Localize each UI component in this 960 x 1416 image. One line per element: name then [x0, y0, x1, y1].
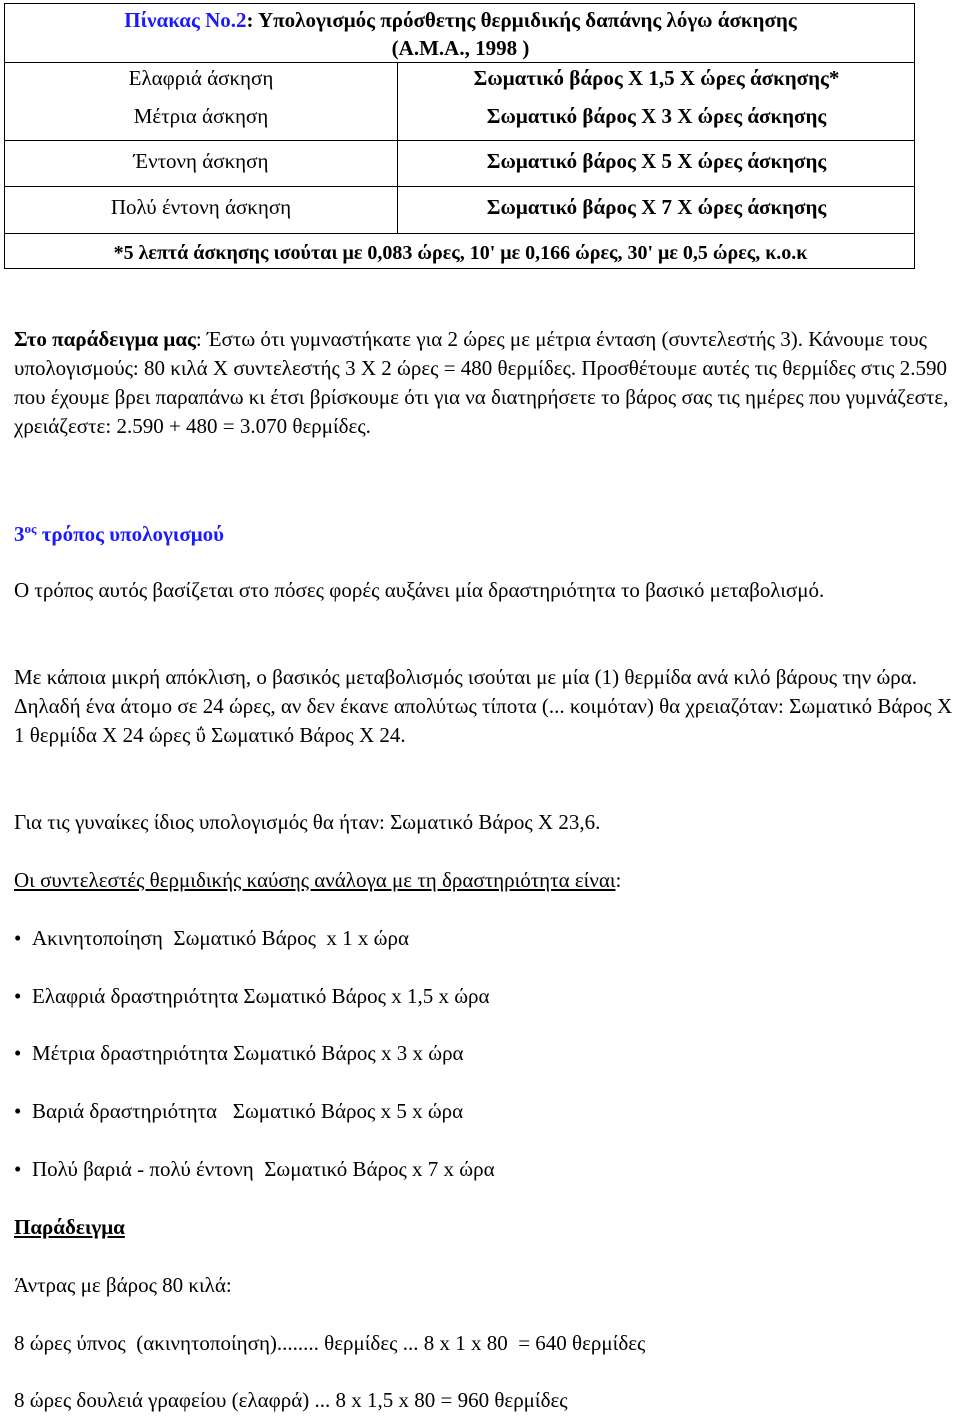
women-paragraph: Για τις γυναίκες ίδιος υπολογισμός θα ήταν: Σωματικό Βάρος Χ 23,6.	[14, 810, 601, 834]
example-line: Άντρας με βάρος 80 κιλά:	[14, 1273, 232, 1297]
method-number: 3	[14, 522, 25, 546]
list-item	[14, 1156, 495, 1182]
table-cell-formula: Σωματικό βάρος Χ 7 Χ ώρες άσκησης	[486, 195, 827, 219]
list-item-text: Μέτρια δραστηριότητα Σωματικό Βάρος x 3 x ώρα	[32, 1041, 464, 1065]
exercise-calorie-table	[4, 3, 915, 269]
list-item	[14, 925, 409, 951]
bullet-icon: •	[14, 1099, 22, 1123]
example-lead: Στο παράδειγμα μας	[14, 327, 196, 351]
bullet-icon: •	[14, 1041, 22, 1065]
example-line: 8 ώρες ύπνος (ακινητοποίηση)........ θερμίδες ... 8 x 1 x 80 = 640 θερμίδες	[14, 1331, 646, 1355]
method-ordinal: ος	[24, 521, 37, 536]
table-divider	[5, 62, 914, 63]
list-item	[14, 983, 490, 1009]
bullet-icon: •	[14, 926, 22, 950]
example-heading: Παράδειγμα	[14, 1215, 125, 1239]
table-cell-formula: Σωματικό βάρος Χ 5 Χ ώρες άσκησης	[486, 149, 827, 173]
table-cell-formula: Σωματικό βάρος Χ 1,5 Χ ώρες άσκησης*	[473, 66, 840, 90]
coefficients-heading-colon: :	[615, 868, 622, 892]
method-heading	[14, 521, 224, 547]
example-text: : Έστω ότι γυμναστήκατε για 2 ώρες με μέτρια ένταση (συντελεστής 3). Κάνουμε τους υπολογισμούς: 80 κιλά Χ συντελεστής 3 Χ 2 ώρες = 480 θερμίδες. Προσθέτουμε αυτές τις θερμίδες στις 2.590 που έχουμε βρει παραπάνω κι έτσι βρίσκουμε ότι για να διατηρήσετε το βάρος σας τις ημέρες που γυμνάζεστε, χρειάζεστε: 2.590 + 480 = 3.070 θερμίδες.	[14, 327, 949, 438]
bullet-icon: •	[14, 1157, 22, 1181]
table-number: Πίνακας Νο.2	[124, 8, 247, 32]
example-line: 8 ώρες δουλειά γραφείου (ελαφρά) ... 8 x 1,5 x 80 = 960 θερμίδες	[14, 1388, 568, 1412]
table-footnote: *5 λεπτά άσκησης ισούται με 0,083 ώρες, 10' με 0,166 ώρες, 30' με 0,5 ώρες, κ.ο.κ	[113, 242, 808, 264]
table-cell-level: Μέτρια άσκηση	[133, 104, 269, 128]
table-cell-level: Έντονη άσκηση	[133, 149, 269, 173]
method-intro-paragraph: Ο τρόπος αυτός βασίζεται στο πόσες φορές αυξάνει μία δραστηριότητα το βασικό μεταβολισμό.	[14, 578, 825, 602]
table-divider	[5, 233, 914, 234]
basal-metabolism-paragraph: Με κάποια μικρή απόκλιση, ο βασικός μεταβολισμός ισούται με μία (1) θερμίδα ανά κιλό βάρους την ώρα. Δηλαδή ένα άτομο σε 24 ώρες, αν δεν έκανε απολύτως τίποτα (... κοιμόταν) θα χρειαζόταν: Σωματικό Βάρος Χ 1 θερμίδα Χ 24 ώρες ΰ Σωματικό Βάρος Χ 24.	[14, 665, 953, 747]
list-item-text: Ακινητοποίηση Σωματικό Βάρος x 1 x ώρα	[32, 926, 409, 950]
table-cell-level: Ελαφριά άσκηση	[128, 66, 274, 90]
list-item	[14, 1098, 463, 1124]
list-item	[14, 1040, 464, 1066]
table-source: (Α.Μ.Α., 1998 )	[391, 36, 530, 60]
list-item-text: Ελαφριά δραστηριότητα Σωματικό Βάρος x 1,5 x ώρα	[32, 984, 490, 1008]
method-title: τρόπος υπολογισμού	[36, 522, 225, 546]
bullet-icon: •	[14, 984, 22, 1008]
coefficients-heading	[14, 866, 954, 895]
list-item-text: Βαριά δραστηριότητα Σωματικό Βάρος x 5 x ώρα	[32, 1099, 464, 1123]
table-divider	[5, 140, 914, 141]
coefficients-heading-text: Οι συντελεστές θερμιδικής καύσης ανάλογα με τη δραστηριότητα είναι	[14, 868, 616, 892]
table-cell-formula: Σωματικό βάρος Χ 3 Χ ώρες άσκησης	[486, 104, 827, 128]
table-title	[5, 8, 916, 32]
table-title-text: : Υπολογισμός πρόσθετης θερμιδικής δαπάνης λόγω άσκησης	[246, 8, 797, 32]
table-divider	[5, 186, 914, 187]
example-paragraph	[14, 325, 954, 441]
list-item-text: Πολύ βαριά - πολύ έντονη Σωματικό Βάρος x 7 x ώρα	[32, 1157, 495, 1181]
table-cell-level: Πολύ έντονη άσκηση	[110, 195, 292, 219]
